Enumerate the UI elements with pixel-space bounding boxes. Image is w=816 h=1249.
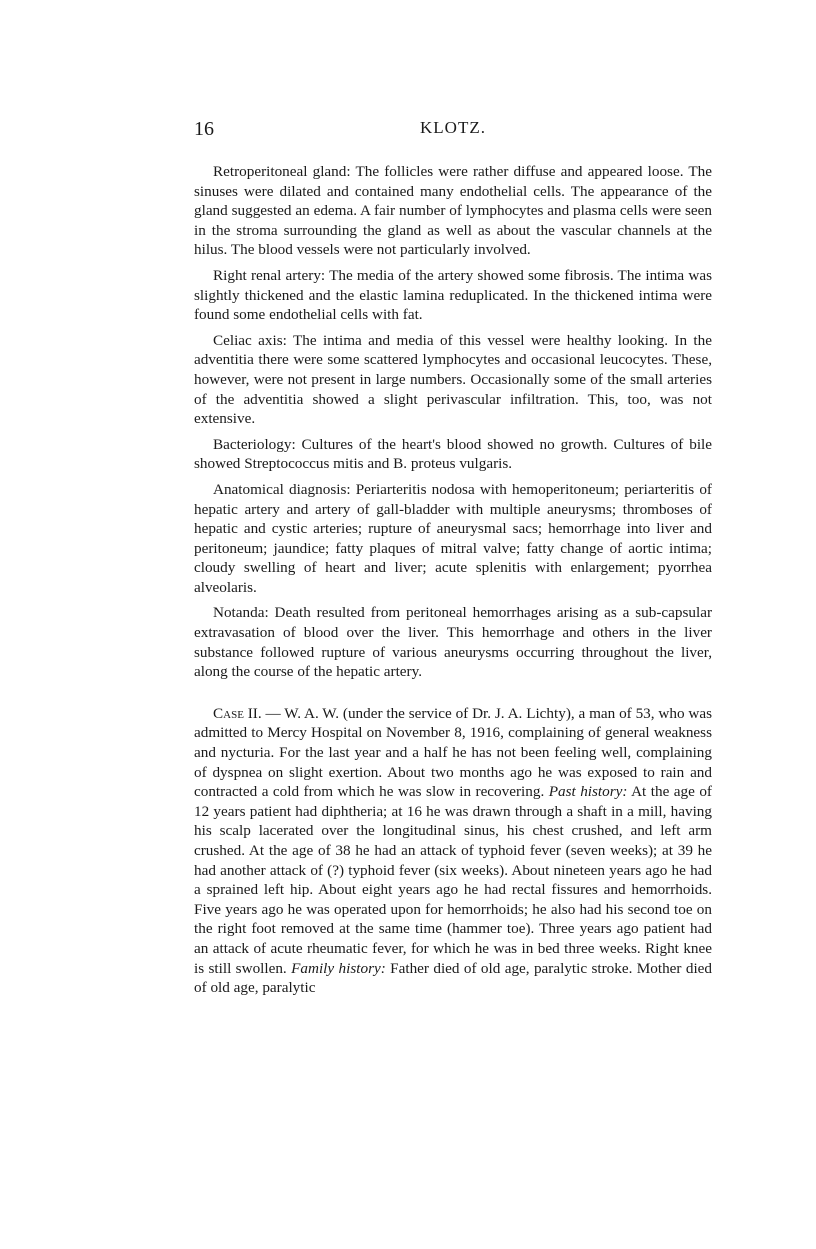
case-ii-text-1: — W. A. W. (under the service of Dr. J. A. Lichty), a man of 53, who was admitted to Mercy Hospital on November 8, 1916, complaining of general weakness and nycturia. For the last year and a half he has not been feeling well, complaining of dyspnea on slight exertion. About two months ago he was exposed to rain and contracted a cold from which he was slow in recovering. [194, 704, 712, 801]
paragraph-bacteriology: Bacteriology: Cultures of the heart's blood showed no growth. Cultures of bile showed Streptococcus mitis and B. proteus vulgaris. [194, 435, 712, 473]
case-ii-text-2: At the age of 12 years patient had diphtheria; at 16 he was drawn through a shaft in a mill, having his scalp lacerated over the longitudinal sinus, his chest crushed, and left arm crushed. At the age of 38 he had an attack of typhoid fever (seven weeks); at 39 he had another attack of (?) typhoid fever (six weeks). About nineteen years ago he had a sprained left hip. About eight years ago he had rectal fissures and hemorrhoids. Five years ago he was operated upon for hemorrhoids; he also had his second toe on the right foot removed at the same time (hammer toe). Three years ago patient had an attack of acute rheumatic fever, for which he was in bed three weeks. Right knee is still swollen. [194, 783, 712, 977]
page-body [194, 162, 712, 1004]
past-history-label: Past history: [548, 783, 628, 801]
paragraph-notanda: Notanda: Death resulted from peritoneal hemorrhages arising as a sub-capsular extravasation of blood over the liver. This hemorrhage and others in the liver substance followed rupture of various aneurysms occurring throughout the liver, along the course of the hepatic artery. [194, 604, 712, 681]
family-history-label: Family history: [291, 959, 386, 977]
page-number: 16 [194, 118, 214, 140]
running-head: KLOTZ. [420, 118, 486, 137]
paragraph-anatomical-diagnosis: Anatomical diagnosis: Periarteritis nodosa with hemoperitoneum; periarteritis of hepatic artery and artery of gall-bladder with multiple aneurysms; thromboses of hepatic and cystic arteries; rupture of aneurysmal sacs; hemorrhage into liver and peritoneum; jaundice; fatty plaques of mitral valve; fatty change of aortic intima; cloudy swelling of heart and liver; acute splenitis with enlargement; pyorrhea alveolaris. [194, 480, 712, 596]
paragraph-case-ii [194, 704, 712, 998]
paragraph-retroperitoneal-gland: Retroperitoneal gland: The follicles were rather diffuse and appeared loose. The sinuses were dilated and contained many endothelial cells. The appearance of the gland suggested an edema. A fair number of lymphocytes and plasma cells were seen in the stroma surrounding the gland as well as about the vascular channels at the hilus. The blood vessels were not particularly involved. [194, 163, 712, 259]
paragraph-right-renal-artery: Right renal artery: The media of the artery showed some fibrosis. The intima was slightly thickened and the elastic lamina reduplicated. In the thickened intima were found some endothelial cells with fat. [194, 266, 712, 324]
case-ii-text-3: Father died of old age, paralytic stroke. Mother died of old age, paralytic [194, 959, 713, 997]
case-ii-label: Case II. [213, 704, 262, 722]
paragraph-celiac-axis: Celiac axis: The intima and media of this vessel were healthy looking. In the adventitia there were some scattered lymphocytes and occasional leucocytes. These, however, were not present in large numbers. Occasionally some of the small arteries of the adventitia showed a slight perivascular infiltration. This, too, was not extensive. [194, 331, 712, 428]
page-header [194, 118, 712, 140]
